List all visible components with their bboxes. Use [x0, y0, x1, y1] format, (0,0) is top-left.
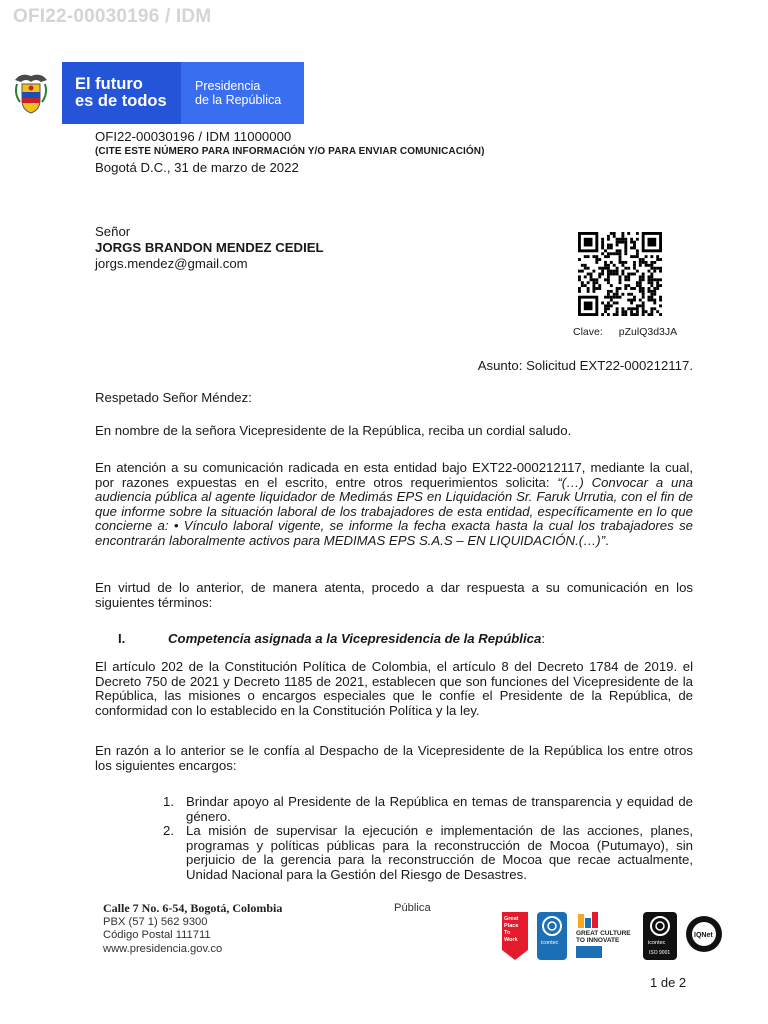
svg-text:TO INNOVATE: TO INNOVATE — [576, 937, 620, 944]
verification-key-label: Clave: — [573, 326, 603, 338]
qr-code — [578, 231, 662, 317]
banner-org-line1: Presidencia — [195, 79, 261, 93]
recipient-salutation: Señor — [95, 224, 131, 239]
svg-text:Work: Work — [504, 937, 518, 943]
request-text: En atención a su comunicación radicada en esta entidad bajo EXT22-000212117, mediante la cual, por razones expuestas en el escrito, entre otros requerimientos solicita: — [95, 460, 693, 490]
svg-text:To: To — [504, 930, 511, 936]
coat-of-arms-icon — [0, 62, 62, 124]
body-paragraph-response: En virtud de lo anterior, de manera atenta, procedo a dar respuesta a su comunicación en los siguientes términos: — [95, 580, 693, 610]
svg-text:GREAT CULTURE: GREAT CULTURE — [576, 930, 631, 937]
svg-text:Place: Place — [504, 923, 519, 929]
document-watermark: OFI22-00030196 / IDM — [13, 6, 212, 27]
body-paragraph-request — [95, 461, 693, 549]
banner-slogan-line1: El futuro — [75, 75, 143, 93]
request-end: . — [605, 532, 609, 548]
icontec-logo — [536, 910, 568, 962]
list-item — [163, 795, 693, 824]
subject-line: Asunto: Solicitud EXT22-000212117. — [477, 358, 693, 373]
cite-instruction: (CITE ESTE NÚMERO PARA INFORMACIÓN Y/O PARA ENVIAR COMUNICACIÓN) — [95, 146, 485, 157]
iqnet-logo — [684, 910, 724, 962]
list-item-text: La misión de supervisar la ejecución e implementación de las acciones, planes, programas y políticas públicas para la reconstrucción de Mocoa (Putumayo), sin perjuicio de la gerencia para la reconstrucción de Mocoa que recae actualmente, Unidad Nacional para la Gestión del Riesgo de Desastres. — [186, 823, 693, 882]
list-item-number: 1. — [163, 794, 174, 809]
body-paragraph-legal: El artículo 202 de la Constitución Política de Colombia, el artículo 8 del Decreto 1784 de 2019. el Decreto 750 de 2021 y Decreto 1185 de 2021, establecen que son funciones del Vicepresidente de la República, las misiones o encargos especiales que le confíe el Presidente de la República, de conformidad con lo establecido en la Constitución Política y la ley. — [95, 659, 693, 718]
body-paragraph-assignments: En razón a lo anterior se le confía al Despacho de la Vicepresidente de la República los entre otros los siguientes encargos: — [95, 743, 693, 773]
footer-address: Calle 7 No. 6-54, Bogotá, Colombia — [103, 901, 283, 915]
header-banner — [0, 62, 304, 124]
footer-website[interactable]: www.presidencia.gov.co — [103, 942, 223, 955]
section-suffix: : — [541, 631, 545, 646]
verification-key — [573, 326, 677, 338]
request-quote: “(…) Convocar a una audiencia pública al agente liquidador de Medimás EPS en Liquidación Sr. Faruk Urrutia, con el fin de que informe sobre la situación laboral de los trabajadores de esta entidad, específicamente en lo que concierne a: • Vínculo laboral vigente, se informe la fecha exacta hasta la cual los trabajadores se encontrarán laboralmente activos para MEDIMAS EPS S.A.S – EN LIQUIDACIÓN.(…)” — [95, 474, 693, 548]
assignments-list — [163, 795, 693, 883]
banner-slogan — [62, 62, 181, 124]
page-number: 1 de 2 — [650, 975, 687, 990]
list-item — [163, 824, 693, 882]
section-number: I. — [118, 631, 126, 646]
iso-9001-logo — [642, 910, 678, 962]
svg-text:ISO 9001: ISO 9001 — [649, 950, 671, 956]
svg-text:Great: Great — [504, 916, 519, 922]
intro-paragraph: En nombre de la señora Vicepresidente de la República, reciba un cordial saludo. — [95, 423, 572, 438]
banner-organization — [181, 62, 304, 124]
svg-text:icontec: icontec — [541, 940, 559, 946]
section-title: Competencia asignada a la Vicepresidencia de la República — [168, 631, 542, 646]
list-item-number: 2. — [163, 823, 174, 839]
great-place-to-work-logo — [500, 910, 530, 962]
verification-key-value: pZulQ3d3JA — [618, 326, 678, 338]
reference-number: OFI22-00030196 / IDM 11000000 — [95, 129, 292, 144]
recipient-name: JORGS BRANDON MENDEZ CEDIEL — [95, 240, 324, 255]
recipient-email[interactable]: jorgs.mendez@gmail.com — [95, 256, 248, 271]
footer-contact — [103, 902, 282, 956]
banner-slogan-line2: es de todos — [75, 92, 167, 110]
certification-logos — [500, 910, 724, 962]
letter-date: Bogotá D.C., 31 de marzo de 2022 — [95, 160, 299, 175]
footer-postal-code: Código Postal 111711 — [103, 929, 211, 941]
list-item-text: Brindar apoyo al Presidente de la República en temas de transparencia y equidad de género. — [186, 794, 693, 824]
greeting: Respetado Señor Méndez: — [95, 390, 252, 405]
banner-org-line2: de la República — [195, 93, 282, 107]
great-culture-to-innovate-logo — [574, 910, 636, 962]
svg-text:IQNet: IQNet — [694, 932, 713, 939]
svg-text:icontec: icontec — [648, 940, 666, 946]
section-heading — [118, 631, 545, 646]
footer-pbx: PBX (57 1) 562 9300 — [103, 915, 208, 928]
classification-label: Pública — [394, 902, 431, 914]
